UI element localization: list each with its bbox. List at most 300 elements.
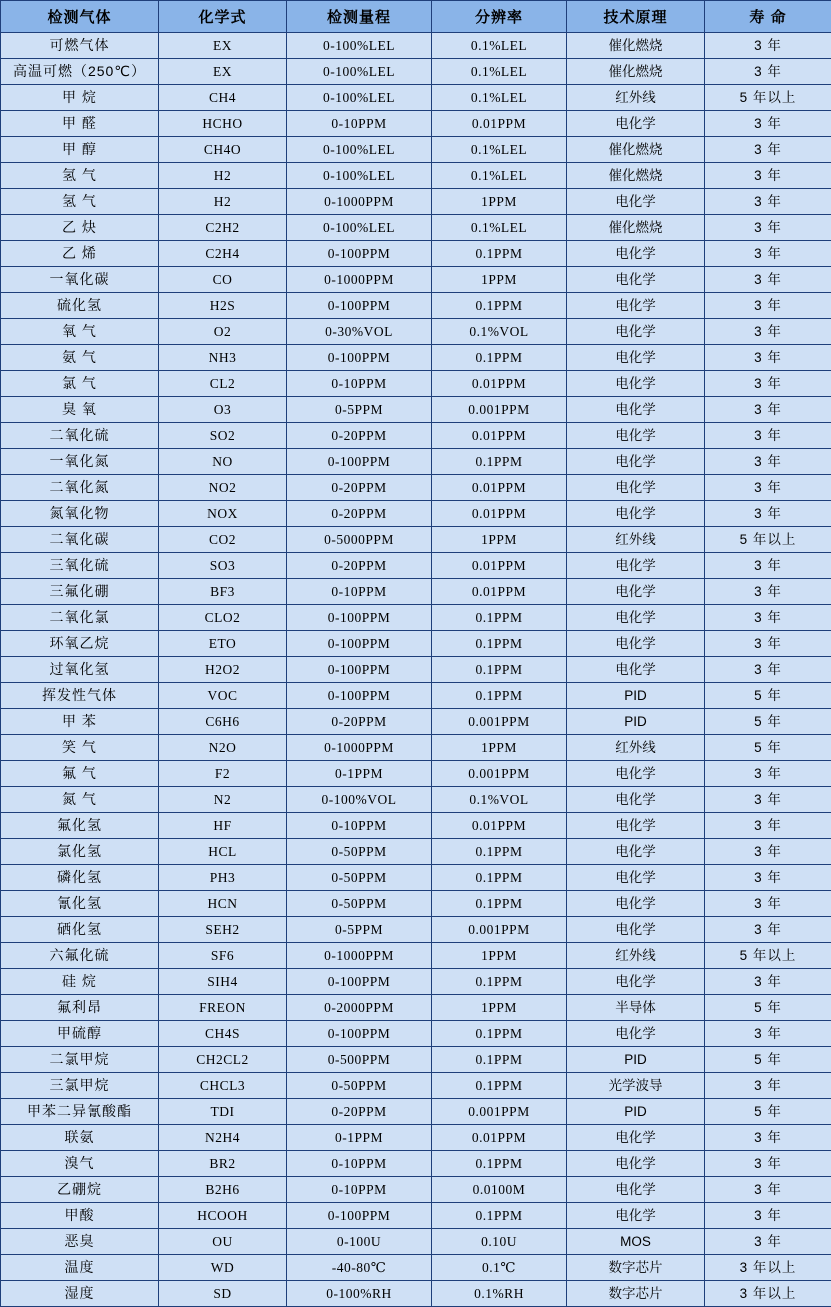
table-row [1,1021,831,1047]
cell-range: 0-30%VOL [287,319,432,345]
cell-gas-name: 硫化氢 [1,293,159,319]
cell-formula: NO2 [159,475,287,501]
cell-gas-name: 氟化氢 [1,813,159,839]
cell-resolution: 0.01PPM [432,475,567,501]
table-row [1,1203,831,1229]
cell-resolution: 0.1PPM [432,631,567,657]
cell-lifetime: 3 年 [705,1073,831,1099]
cell-lifetime: 3 年 [705,657,831,683]
cell-resolution: 0.1%LEL [432,59,567,85]
cell-resolution: 0.1PPM [432,1151,567,1177]
cell-resolution: 0.1PPM [432,449,567,475]
cell-principle: 电化学 [567,111,705,137]
cell-lifetime: 5 年 [705,683,831,709]
cell-resolution: 0.1PPM [432,839,567,865]
cell-resolution: 0.1%LEL [432,85,567,111]
cell-formula: TDI [159,1099,287,1125]
cell-gas-name: 甲 苯 [1,709,159,735]
cell-gas-name: 硅 烷 [1,969,159,995]
cell-gas-name: 氟 气 [1,761,159,787]
cell-gas-name: 臭 氧 [1,397,159,423]
cell-formula: CO [159,267,287,293]
table-row [1,553,831,579]
cell-range: 0-10PPM [287,1151,432,1177]
cell-principle: 电化学 [567,423,705,449]
cell-formula: BR2 [159,1151,287,1177]
cell-resolution: 1PPM [432,995,567,1021]
cell-principle: 催化燃烧 [567,163,705,189]
table-row [1,371,831,397]
cell-principle: 电化学 [567,1021,705,1047]
cell-formula: SO3 [159,553,287,579]
cell-lifetime: 3 年以上 [705,1281,831,1307]
cell-resolution: 0.01PPM [432,371,567,397]
cell-resolution: 1PPM [432,267,567,293]
cell-lifetime: 3 年 [705,1229,831,1255]
cell-gas-name: 过氧化氢 [1,657,159,683]
cell-gas-name: 甲酸 [1,1203,159,1229]
cell-gas-name: 二氧化硫 [1,423,159,449]
cell-lifetime: 3 年 [705,839,831,865]
cell-lifetime: 3 年 [705,423,831,449]
cell-range: 0-100U [287,1229,432,1255]
table-row [1,657,831,683]
cell-lifetime: 3 年 [705,137,831,163]
cell-range: 0-20PPM [287,501,432,527]
cell-principle: 电化学 [567,449,705,475]
cell-lifetime: 3 年 [705,865,831,891]
cell-lifetime: 3 年 [705,553,831,579]
cell-lifetime: 5 年 [705,995,831,1021]
cell-formula: CHCL3 [159,1073,287,1099]
cell-resolution: 0.001PPM [432,761,567,787]
table-row [1,995,831,1021]
table-row [1,579,831,605]
cell-gas-name: 六氟化硫 [1,943,159,969]
cell-lifetime: 3 年 [705,1021,831,1047]
cell-principle: 半导体 [567,995,705,1021]
cell-lifetime: 3 年 [705,579,831,605]
cell-principle: 数字芯片 [567,1281,705,1307]
table-row [1,345,831,371]
cell-gas-name: 氯化氢 [1,839,159,865]
cell-range: 0-100PPM [287,241,432,267]
cell-range: 0-20PPM [287,423,432,449]
column-header-range: 检测量程 [287,1,432,33]
table-row [1,787,831,813]
cell-range: 0-500PPM [287,1047,432,1073]
cell-gas-name: 甲 醛 [1,111,159,137]
cell-formula: HCL [159,839,287,865]
cell-lifetime: 3 年 [705,605,831,631]
cell-gas-name: 氢 气 [1,163,159,189]
cell-range: 0-20PPM [287,553,432,579]
table-row [1,631,831,657]
cell-resolution: 0.10U [432,1229,567,1255]
cell-lifetime: 5 年 [705,735,831,761]
table-row [1,1281,831,1307]
cell-range: 0-100PPM [287,1021,432,1047]
cell-formula: C2H4 [159,241,287,267]
table-row [1,943,831,969]
cell-principle: PID [567,1047,705,1073]
cell-formula: B2H6 [159,1177,287,1203]
column-header-lifetime: 寿 命 [705,1,831,33]
cell-formula: C6H6 [159,709,287,735]
cell-lifetime: 3 年 [705,267,831,293]
cell-range: 0-1000PPM [287,267,432,293]
table-row [1,85,831,111]
cell-lifetime: 3 年 [705,917,831,943]
cell-resolution: 0.1PPM [432,683,567,709]
cell-formula: F2 [159,761,287,787]
cell-formula: VOC [159,683,287,709]
cell-range: 0-10PPM [287,371,432,397]
cell-lifetime: 3 年 [705,475,831,501]
cell-gas-name: 乙 烯 [1,241,159,267]
column-header-formula: 化学式 [159,1,287,33]
cell-lifetime: 3 年 [705,293,831,319]
cell-lifetime: 5 年以上 [705,943,831,969]
cell-lifetime: 3 年 [705,787,831,813]
cell-resolution: 0.1PPM [432,657,567,683]
cell-principle: 电化学 [567,969,705,995]
cell-lifetime: 3 年 [705,1177,831,1203]
cell-range: 0-100PPM [287,293,432,319]
cell-gas-name: 氧 气 [1,319,159,345]
table-row [1,475,831,501]
table-row [1,241,831,267]
cell-gas-name: 环氧乙烷 [1,631,159,657]
cell-lifetime: 3 年 [705,1125,831,1151]
cell-resolution: 1PPM [432,527,567,553]
table-row [1,163,831,189]
table-row [1,865,831,891]
cell-resolution: 0.1℃ [432,1255,567,1281]
cell-gas-name: 二氧化碳 [1,527,159,553]
cell-principle: 电化学 [567,605,705,631]
table-row [1,813,831,839]
cell-range: 0-100%LEL [287,215,432,241]
cell-resolution: 0.1%LEL [432,33,567,59]
cell-gas-name: 湿度 [1,1281,159,1307]
cell-formula: EX [159,59,287,85]
table-row [1,423,831,449]
table-row [1,501,831,527]
cell-resolution: 0.1%LEL [432,163,567,189]
cell-resolution: 0.1PPM [432,865,567,891]
cell-range: 0-50PPM [287,839,432,865]
cell-range: 0-5PPM [287,917,432,943]
table-row [1,397,831,423]
cell-formula: HCOOH [159,1203,287,1229]
cell-gas-name: 乙硼烷 [1,1177,159,1203]
cell-principle: 电化学 [567,371,705,397]
cell-gas-name: 挥发性气体 [1,683,159,709]
cell-range: 0-1000PPM [287,735,432,761]
cell-range: 0-10PPM [287,1177,432,1203]
cell-resolution: 0.01PPM [432,111,567,137]
cell-range: -40-80℃ [287,1255,432,1281]
cell-formula: N2H4 [159,1125,287,1151]
cell-formula: CL2 [159,371,287,397]
cell-range: 0-50PPM [287,865,432,891]
table-row [1,319,831,345]
table-row [1,111,831,137]
cell-range: 0-1PPM [287,1125,432,1151]
cell-principle: 电化学 [567,761,705,787]
cell-resolution: 0.1PPM [432,1047,567,1073]
cell-principle: 电化学 [567,1151,705,1177]
cell-lifetime: 3 年 [705,891,831,917]
cell-range: 0-100PPM [287,605,432,631]
cell-lifetime: 5 年以上 [705,85,831,111]
cell-lifetime: 3 年 [705,397,831,423]
cell-range: 0-100PPM [287,657,432,683]
cell-gas-name: 温度 [1,1255,159,1281]
cell-resolution: 0.1PPM [432,1021,567,1047]
table-row [1,605,831,631]
cell-resolution: 0.1PPM [432,605,567,631]
cell-lifetime: 3 年 [705,813,831,839]
cell-formula: FREON [159,995,287,1021]
cell-range: 0-100%LEL [287,137,432,163]
cell-formula: CLO2 [159,605,287,631]
cell-principle: 电化学 [567,657,705,683]
cell-gas-name: 氰化氢 [1,891,159,917]
cell-principle: 电化学 [567,1177,705,1203]
cell-resolution: 0.1%VOL [432,787,567,813]
cell-range: 0-100%LEL [287,33,432,59]
cell-range: 0-100%LEL [287,85,432,111]
cell-formula: O3 [159,397,287,423]
cell-formula: N2O [159,735,287,761]
cell-gas-name: 氮 气 [1,787,159,813]
cell-gas-name: 氨 气 [1,345,159,371]
cell-formula: H2 [159,189,287,215]
cell-principle: 数字芯片 [567,1255,705,1281]
cell-gas-name: 氯 气 [1,371,159,397]
table-row [1,709,831,735]
cell-lifetime: 3 年 [705,501,831,527]
cell-formula: CH4S [159,1021,287,1047]
cell-range: 0-100PPM [287,631,432,657]
cell-gas-name: 二氯甲烷 [1,1047,159,1073]
cell-resolution: 0.1PPM [432,241,567,267]
table-row [1,1151,831,1177]
cell-gas-name: 联氨 [1,1125,159,1151]
cell-range: 0-100%RH [287,1281,432,1307]
cell-lifetime: 3 年 [705,33,831,59]
cell-formula: SO2 [159,423,287,449]
cell-gas-name: 可燃气体 [1,33,159,59]
cell-range: 0-10PPM [287,813,432,839]
cell-principle: 红外线 [567,943,705,969]
cell-lifetime: 3 年以上 [705,1255,831,1281]
table-row [1,1073,831,1099]
cell-formula: O2 [159,319,287,345]
cell-lifetime: 3 年 [705,345,831,371]
cell-formula: H2O2 [159,657,287,683]
cell-formula: N2 [159,787,287,813]
column-header-gas: 检测气体 [1,1,159,33]
cell-gas-name: 氢 气 [1,189,159,215]
table-row [1,1099,831,1125]
column-header-resolution: 分辨率 [432,1,567,33]
cell-resolution: 0.1PPM [432,1203,567,1229]
cell-lifetime: 3 年 [705,449,831,475]
cell-resolution: 0.01PPM [432,1125,567,1151]
cell-range: 0-100PPM [287,449,432,475]
cell-resolution: 0.1%LEL [432,215,567,241]
cell-principle: 电化学 [567,579,705,605]
table-row [1,1255,831,1281]
cell-resolution: 0.01PPM [432,579,567,605]
cell-gas-name: 甲硫醇 [1,1021,159,1047]
cell-lifetime: 3 年 [705,631,831,657]
cell-formula: ETO [159,631,287,657]
table-row [1,735,831,761]
table-row [1,137,831,163]
cell-formula: BF3 [159,579,287,605]
cell-gas-name: 溴气 [1,1151,159,1177]
cell-range: 0-20PPM [287,709,432,735]
cell-lifetime: 5 年 [705,1099,831,1125]
cell-formula: PH3 [159,865,287,891]
cell-range: 0-100%VOL [287,787,432,813]
cell-formula: CO2 [159,527,287,553]
cell-formula: NH3 [159,345,287,371]
cell-principle: 红外线 [567,85,705,111]
table-row [1,917,831,943]
table-row [1,1125,831,1151]
cell-gas-name: 氟利昂 [1,995,159,1021]
table-row [1,891,831,917]
cell-range: 0-10PPM [287,111,432,137]
cell-lifetime: 3 年 [705,241,831,267]
cell-lifetime: 3 年 [705,319,831,345]
cell-formula: C2H2 [159,215,287,241]
cell-gas-name: 乙 炔 [1,215,159,241]
table-row [1,189,831,215]
cell-principle: 电化学 [567,1125,705,1151]
cell-lifetime: 3 年 [705,215,831,241]
cell-range: 0-100PPM [287,345,432,371]
cell-formula: HCN [159,891,287,917]
table-row [1,683,831,709]
cell-formula: H2S [159,293,287,319]
cell-principle: 红外线 [567,527,705,553]
cell-formula: HCHO [159,111,287,137]
cell-lifetime: 5 年 [705,709,831,735]
cell-formula: CH4 [159,85,287,111]
cell-gas-name: 二氧化氮 [1,475,159,501]
cell-formula: SD [159,1281,287,1307]
cell-resolution: 0.1PPM [432,969,567,995]
cell-gas-name: 恶臭 [1,1229,159,1255]
cell-lifetime: 3 年 [705,189,831,215]
cell-range: 0-1000PPM [287,189,432,215]
cell-resolution: 0.01PPM [432,553,567,579]
cell-principle: PID [567,1099,705,1125]
table-row [1,33,831,59]
table-row [1,761,831,787]
cell-principle: 催化燃烧 [567,215,705,241]
cell-formula: NO [159,449,287,475]
cell-gas-name: 三氯甲烷 [1,1073,159,1099]
cell-range: 0-5PPM [287,397,432,423]
cell-principle: 电化学 [567,891,705,917]
cell-principle: 光学波导 [567,1073,705,1099]
cell-gas-name: 甲 醇 [1,137,159,163]
cell-principle: MOS [567,1229,705,1255]
cell-principle: 电化学 [567,267,705,293]
cell-resolution: 0.0100M [432,1177,567,1203]
table-row [1,527,831,553]
cell-principle: PID [567,709,705,735]
cell-lifetime: 3 年 [705,761,831,787]
cell-range: 0-100PPM [287,969,432,995]
cell-formula: H2 [159,163,287,189]
table-row [1,449,831,475]
cell-principle: 电化学 [567,397,705,423]
cell-lifetime: 3 年 [705,59,831,85]
table-row [1,59,831,85]
cell-principle: 电化学 [567,319,705,345]
cell-principle: 电化学 [567,241,705,267]
cell-resolution: 0.01PPM [432,423,567,449]
cell-formula: EX [159,33,287,59]
table-row [1,267,831,293]
cell-range: 0-100PPM [287,1203,432,1229]
cell-gas-name: 笑 气 [1,735,159,761]
cell-principle: 电化学 [567,553,705,579]
cell-formula: CH2CL2 [159,1047,287,1073]
cell-formula: SF6 [159,943,287,969]
cell-gas-name: 氮氧化物 [1,501,159,527]
cell-range: 0-20PPM [287,475,432,501]
cell-formula: CH4O [159,137,287,163]
cell-resolution: 1PPM [432,943,567,969]
cell-gas-name: 甲 烷 [1,85,159,111]
cell-gas-name: 硒化氢 [1,917,159,943]
table-body [1,33,831,1307]
cell-resolution: 0.1PPM [432,1073,567,1099]
cell-formula: SIH4 [159,969,287,995]
cell-formula: NOX [159,501,287,527]
cell-principle: 催化燃烧 [567,59,705,85]
cell-resolution: 0.1%VOL [432,319,567,345]
cell-principle: 电化学 [567,813,705,839]
cell-principle: 电化学 [567,189,705,215]
cell-range: 0-100%LEL [287,163,432,189]
cell-lifetime: 3 年 [705,1203,831,1229]
cell-lifetime: 3 年 [705,1151,831,1177]
cell-formula: OU [159,1229,287,1255]
cell-principle: 红外线 [567,735,705,761]
cell-gas-name: 磷化氢 [1,865,159,891]
table-row [1,293,831,319]
table-row [1,839,831,865]
cell-resolution: 0.1PPM [432,891,567,917]
cell-gas-name: 甲苯二异氰酸酯 [1,1099,159,1125]
cell-principle: 电化学 [567,475,705,501]
cell-principle: 电化学 [567,345,705,371]
cell-resolution: 0.001PPM [432,397,567,423]
column-header-principle: 技术原理 [567,1,705,33]
cell-resolution: 0.01PPM [432,813,567,839]
cell-resolution: 0.1%LEL [432,137,567,163]
